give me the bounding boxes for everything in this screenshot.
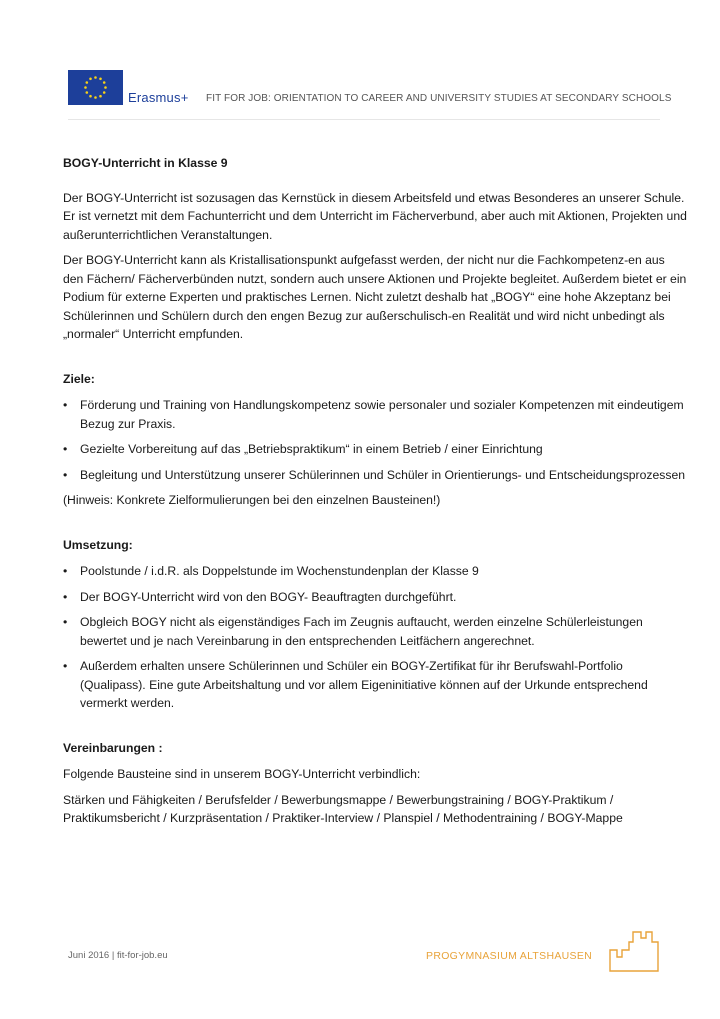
vereinbarungen-bausteine: Stärken und Fähigkeiten / Berufsfelder / Bewerbungsmappe / Bewerbungstraining / BOGY-Praktikum / Praktikumsbericht / Kurzpräsentation / Praktiker-Interview / Planspiel / Methodentraining / BOGY-Mappe — [63, 792, 623, 825]
list-item-text: Förderung und Training von Handlungskompetenz sowie personaler und sozialer Kompetenzen mit eindeutigem Bezug zur Praxis. — [80, 398, 684, 431]
page-title: BOGY-Unterricht in Klasse 9 — [63, 156, 228, 170]
list-item — [63, 396, 688, 433]
page-header — [68, 68, 672, 120]
umsetzung-list — [63, 562, 688, 713]
list-item-text: Obgleich BOGY nicht als eigenständiges Fach im Zeugnis auftaucht, werden einzelne Schülerleistungen bewertet und je nach Vereinbarung in den entsprechenden Leitfächern angerechnet. — [80, 615, 643, 648]
list-item — [63, 613, 688, 650]
umsetzung-heading: Umsetzung: — [63, 537, 133, 552]
intro-paragraph-2: Der BOGY-Unterricht kann als Kristallisationspunkt aufgefasst werden, der nicht nur die Fachkompetenz-en aus den Fächern/ Fächerverbünden nutzt, sondern auch unsere Aktionen und Projekte begleitet. Außerdem bietet er ein Podium für externe Experten und praktisches Lernen. Nicht zuletzt deshalb hat „BOGY“ eine hohe Akzeptanz bei Schülerinnen und Schülern durch den engen Bezug zur außerschulisch-en Realität und wird nicht unbedingt als „normaler“ Unterricht empfunden. — [63, 253, 687, 341]
eu-flag-icon — [68, 70, 123, 105]
ziele-list — [63, 396, 688, 484]
list-item-text: Außerdem erhalten unsere Schülerinnen und Schüler ein BOGY-Zertifikat für ihr Berufswahl-Portfolio (Qualipass). Eine gute Arbeitshaltung und vor allem Eigeninitiative können auf der Urkunde entsprechend vermerkt werden. — [80, 659, 648, 710]
bullet-icon: • — [63, 398, 68, 412]
list-item — [63, 588, 688, 607]
ziele-heading: Ziele: — [63, 371, 95, 386]
header-divider — [68, 119, 660, 120]
page-content — [63, 154, 688, 835]
list-item-text: Gezielte Vorbereitung auf das „Betriebspraktikum“ in einem Betrieb / einer Einrichtung — [80, 442, 543, 456]
intro-paragraph-1: Der BOGY-Unterricht ist sozusagen das Kernstück in diesem Arbeitsfeld und etwas Besonderes an unserer Schule. Er ist vernetzt mit dem Fachunterricht und dem Unterricht im Fächerverbund, aber auch mit Aktionen, Projekten und außerunterrichtlichen Veranstaltungen. — [63, 190, 687, 242]
vereinbarungen-intro: Folgende Bausteine sind in unserem BOGY-Unterricht verbindlich: — [63, 767, 421, 781]
list-item-text: Begleitung und Unterstützung unserer Schülerinnen und Schüler in Orientierungs- und Entscheidungsprozessen — [80, 467, 686, 482]
bullet-icon: • — [63, 467, 68, 482]
bullet-icon: • — [63, 659, 68, 673]
list-item — [63, 440, 688, 459]
bullet-icon: • — [63, 564, 68, 578]
bullet-icon: • — [63, 615, 68, 629]
header-tagline: FIT FOR JOB: ORIENTATION TO CAREER AND UNIVERSITY STUDIES AT SECONDARY SCHOOLS — [206, 93, 672, 104]
list-item — [63, 466, 688, 485]
list-item-text: Poolstunde / i.d.R. als Doppelstunde im Wochenstundenplan der Klasse 9 — [80, 564, 479, 578]
castle-icon — [608, 928, 660, 972]
list-item-text: Der BOGY-Unterricht wird von den BOGY- Beauftragten durchgeführt. — [80, 589, 457, 604]
bullet-icon: • — [63, 589, 68, 604]
footer-date-site: Juni 2016 | fit-for-job.eu — [68, 950, 168, 961]
school-name: PROGYMNASIUM ALTSHAUSEN — [426, 950, 592, 962]
bullet-icon: • — [63, 442, 68, 456]
list-item — [63, 657, 688, 713]
vereinbarungen-heading: Vereinbarungen : — [63, 740, 163, 755]
page-footer — [68, 928, 660, 978]
ziele-note: (Hinweis: Konkrete Zielformulierungen bei den einzelnen Bausteinen!) — [63, 493, 441, 507]
list-item — [63, 562, 688, 581]
erasmus-logo-text: Erasmus+ — [128, 90, 189, 105]
